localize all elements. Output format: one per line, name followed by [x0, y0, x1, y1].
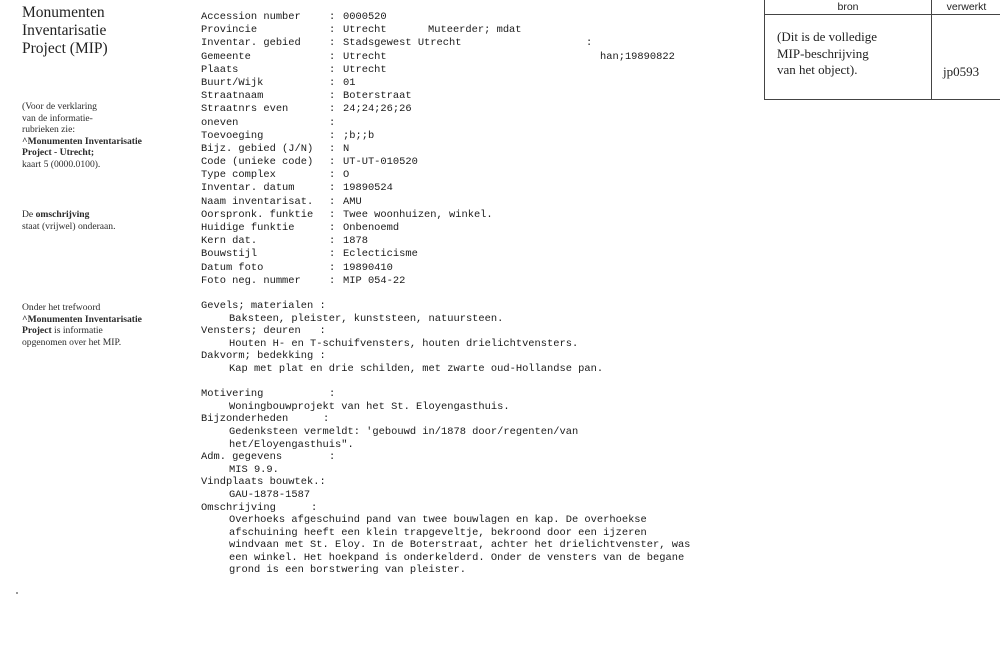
- bron-line: (Dit is de volledige: [777, 29, 878, 44]
- section-line: windvaan met St. Eloy. In de Boterstraat, achter het drielichtvenster, was: [229, 539, 691, 552]
- section-line: Overhoeks afgeschuind pand van twee bouwlagen en kap. De overhoekse: [229, 514, 647, 527]
- field-label: Buurt/Wijk: [201, 76, 264, 89]
- section-heading-motivering: [201, 388, 761, 401]
- note-bold: Project: [22, 325, 52, 336]
- section-line: Kap met plat en drie schilden, met zwarte oud-Hollandse pan.: [229, 362, 604, 375]
- section-gap: [201, 376, 761, 389]
- field-colon: :: [329, 195, 336, 208]
- field-value: Onbenoemd: [343, 222, 400, 234]
- field-colon: :: [586, 37, 593, 50]
- field-colon: :: [329, 90, 336, 103]
- section-heading-gevels: Gevels; materialen :: [201, 300, 326, 312]
- bron-header: bron: [837, 1, 859, 13]
- info-note: [22, 101, 182, 170]
- note-text: is informatie: [51, 325, 103, 336]
- note-line: (Voor de verklaring: [22, 101, 97, 112]
- field-colon: :: [329, 129, 336, 142]
- section-line: Baksteen, pleister, kunststeen, natuursteen.: [229, 312, 504, 325]
- field-label: Oorspronk. funktie: [201, 208, 314, 221]
- bron-table-header: [765, 0, 1000, 15]
- section-heading-bijzonderheden: [201, 413, 761, 426]
- field-colon: :: [329, 235, 336, 248]
- note-line: rubrieken zie:: [22, 124, 76, 135]
- section-line: grond is een borstwering van pleister.: [229, 564, 466, 577]
- heading-colon: :: [329, 451, 336, 464]
- note-link[interactable]: [22, 314, 182, 326]
- note-link[interactable]: [22, 147, 182, 159]
- field-value: O: [343, 169, 350, 182]
- note-line: Onder het trefwoord: [22, 302, 101, 313]
- field-value: Eclecticisme: [343, 248, 418, 261]
- field-colon: :: [329, 11, 336, 23]
- field-label: Inventar. datum: [201, 182, 295, 195]
- field-colon: :: [329, 156, 336, 169]
- column-divider: [931, 0, 932, 99]
- field-colon: :: [329, 261, 336, 274]
- bron-description: [777, 29, 927, 79]
- field-label: Plaats: [201, 63, 239, 76]
- section-line: Houten H- en T-schuifvensters, houten drielichtvensters.: [229, 337, 579, 350]
- section-heading-omschrijving: [201, 502, 761, 515]
- field-value: 1878: [343, 235, 368, 248]
- section-line: Gedenksteen vermeldt: 'gebouwd in/1878 door/regenten/van: [229, 425, 579, 438]
- note-line: opgenomen over het MIP.: [22, 336, 122, 348]
- heading-text: Adm. gegevens: [201, 451, 283, 464]
- field-value: UT-UT-010520: [343, 156, 418, 169]
- field-label: Bouwstijl: [201, 248, 258, 261]
- bron-table: [764, 0, 1000, 100]
- note-line: staat (vrijwel) onderaan.: [22, 220, 116, 232]
- title-line: Monumenten: [22, 4, 105, 21]
- field-value: AMU: [343, 195, 362, 208]
- heading-colon: :: [311, 501, 318, 514]
- section-heading-vensters: Vensters; deuren :: [201, 325, 326, 338]
- field-value: Boterstraat: [343, 90, 412, 103]
- note-link-text: ^Monumenten Inventarisatie: [22, 313, 142, 325]
- field-value: 01: [343, 76, 356, 89]
- field-label: Kern dat.: [201, 235, 258, 248]
- field-label: Accession number: [201, 11, 301, 23]
- field-label: Code (unieke code): [201, 156, 314, 169]
- title-line: Inventarisatie: [22, 22, 107, 39]
- section-heading-dakvorm: Dakvorm; bedekking :: [201, 350, 326, 363]
- field-value: 24;24;26;26: [343, 103, 412, 116]
- field-colon: :: [329, 142, 336, 155]
- bron-line: van het object).: [777, 62, 858, 77]
- field-label: Datum foto: [201, 261, 264, 274]
- field-label: Type complex: [201, 169, 276, 182]
- heading-colon: :: [323, 413, 330, 426]
- section-line: MIS 9.9.: [229, 463, 279, 476]
- field-colon: :: [329, 76, 336, 89]
- description-sections: [201, 300, 761, 577]
- field-label: Straatnrs even: [201, 103, 289, 116]
- note-bold: omschrijving: [35, 209, 90, 220]
- note-link-text: Project - Utrecht;: [22, 147, 95, 158]
- omschrijving-note: [22, 209, 182, 232]
- field-colon: :: [329, 169, 336, 182]
- field-label: Bijz. gebied (J/N): [201, 142, 314, 155]
- note-link-text: ^Monumenten Inventarisatie: [22, 135, 142, 147]
- field-value: N: [343, 142, 350, 155]
- section-line: afschuining heeft een klein trapgeveltje, bekroond door een ijzeren: [229, 526, 647, 539]
- heading-text: Bijzonderheden: [201, 413, 289, 426]
- section-line: het/Eloyengasthuis".: [229, 438, 354, 451]
- field-label: Gemeente: [201, 50, 251, 63]
- field-colon: :: [329, 37, 336, 50]
- field-value: han;19890822: [600, 50, 675, 63]
- field-label: Foto neg. nummer: [201, 274, 301, 287]
- field-colon: :: [329, 274, 336, 287]
- note-text: De: [22, 209, 36, 220]
- field-value: ;b;;b: [343, 129, 375, 142]
- document-title: [22, 4, 172, 58]
- section-heading-adm: [201, 451, 761, 464]
- field-colon: :: [329, 50, 336, 63]
- field-colon: :: [329, 208, 336, 221]
- note-line: kaart 5 (0000.0100).: [22, 158, 101, 170]
- verwerkt-value: jp0593: [943, 64, 980, 79]
- field-colon: :: [329, 248, 336, 261]
- field-label: oneven: [201, 116, 239, 129]
- mutation-field: [428, 11, 675, 63]
- note-line: [22, 209, 182, 221]
- field-label: Provincie: [201, 24, 258, 37]
- field-label: Toevoeging: [201, 129, 264, 142]
- title-line: Project (MIP): [22, 40, 108, 57]
- field-colon: :: [329, 182, 336, 195]
- field-label: Naam inventarisat.: [201, 195, 314, 208]
- verwerkt-header: verwerkt: [946, 1, 987, 13]
- note-link[interactable]: [22, 136, 182, 148]
- field-value: Utrecht: [343, 24, 387, 37]
- field-colon: :: [329, 24, 336, 37]
- heading-text: Omschrijving: [201, 501, 276, 514]
- section-line: GAU-1878-1587: [229, 488, 311, 501]
- section-line: een winkel. Het hoekpand is onderkelderd. Onder de vensters van de begane: [229, 551, 685, 564]
- field-colon: :: [329, 116, 336, 129]
- field-value: 19890524: [343, 182, 393, 195]
- field-value: Utrecht: [343, 50, 387, 63]
- field-value: Twee woonhuizen, winkel.: [343, 208, 493, 221]
- field-label: Muteerder; mdat: [428, 24, 522, 37]
- trefwoord-note: [22, 302, 182, 348]
- note-line: [22, 325, 182, 337]
- field-value: 0000520: [343, 11, 387, 23]
- field-value: MIP 054-22: [343, 274, 406, 287]
- field-colon: :: [329, 63, 336, 76]
- bron-line: MIP-beschrijving: [777, 45, 869, 61]
- field-label: Huidige funktie: [201, 222, 295, 234]
- field-colon: :: [329, 222, 336, 234]
- section-heading-vindplaats: Vindplaats bouwtek.:: [201, 476, 326, 489]
- heading-colon: :: [329, 388, 336, 401]
- field-label: Straatnaam: [201, 90, 264, 103]
- section-line: Woningbouwprojekt van het St. Eloyengasthuis.: [229, 400, 510, 413]
- scan-speck: [16, 592, 18, 594]
- heading-text: Motivering: [201, 388, 264, 401]
- field-value: 19890410: [343, 261, 393, 274]
- field-value: Stadsgewest Utrecht: [343, 37, 462, 50]
- field-value: Utrecht: [343, 63, 387, 76]
- field-colon: :: [329, 103, 336, 116]
- note-line: van de informatie-: [22, 112, 93, 124]
- field-label: Inventar. gebied: [201, 37, 301, 50]
